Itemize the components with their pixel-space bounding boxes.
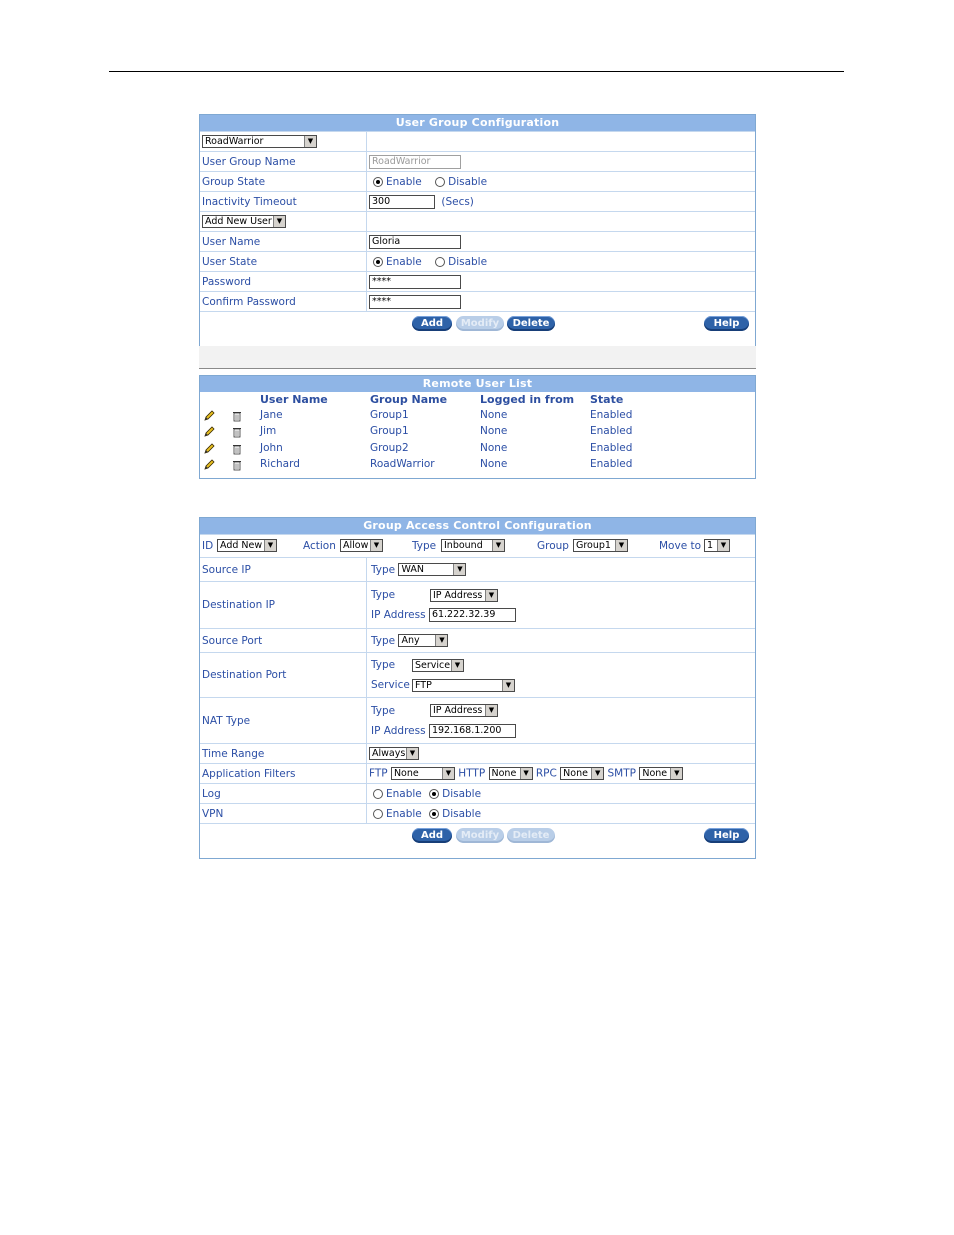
panel-title: Remote User List [200, 376, 755, 392]
panel-title: Group Access Control Configuration [200, 518, 755, 534]
rpc-label: RPC [535, 767, 557, 780]
help-button[interactable]: Help [704, 316, 749, 331]
chevron-down-icon: ▼ [264, 540, 276, 551]
dest-ip-label: Destination IP [200, 582, 367, 629]
time-range-label: Time Range [200, 744, 367, 764]
action-select[interactable]: Allow ▼ [340, 539, 383, 552]
dest-ip-address-input[interactable]: 61.222.32.39 [429, 608, 516, 622]
source-port-type-label: Type [371, 634, 396, 647]
user-state-disable-radio[interactable] [435, 257, 445, 267]
access-button-row [200, 823, 755, 852]
log-enable-label: Enable [386, 787, 422, 800]
user-state-enable-radio[interactable] [373, 257, 383, 267]
id-label: ID [202, 540, 214, 552]
vpn-disable-radio[interactable] [429, 809, 439, 819]
user-name-input[interactable]: Gloria [369, 235, 461, 249]
remote-user-list-panel [199, 375, 756, 479]
row-logged: None [480, 425, 508, 438]
row-user: Jane [260, 409, 283, 421]
row-state: Enabled [590, 457, 633, 470]
inactivity-unit: (Secs) [441, 195, 474, 208]
chevron-down-icon: ▼ [670, 768, 682, 779]
row-group: RoadWarrior [370, 457, 435, 470]
user-group-button-row [200, 311, 755, 342]
group-access-panel [199, 517, 756, 859]
chevron-down-icon: ▼ [453, 564, 465, 575]
log-disable-label: Disable [442, 787, 482, 800]
chevron-down-icon: ▼ [485, 590, 497, 601]
pencil-edit-icon[interactable] [203, 443, 215, 455]
trash-icon[interactable] [231, 410, 243, 422]
inactivity-input[interactable]: 300 [369, 195, 435, 209]
table-row [200, 424, 755, 440]
user-group-config-panel [199, 114, 756, 348]
dest-port-type-select[interactable]: Service ▼ [412, 659, 464, 672]
user-list-rows [200, 408, 755, 473]
user-select[interactable]: Add New User ▼ [202, 215, 286, 228]
chevron-down-icon: ▼ [304, 136, 316, 147]
row-user: John [260, 441, 283, 454]
chevron-down-icon: ▼ [520, 768, 532, 779]
group-state-enable-label: Enable [386, 175, 422, 188]
log-disable-radio[interactable] [429, 789, 439, 799]
vpn-enable-radio[interactable] [373, 809, 383, 819]
pencil-edit-icon[interactable] [203, 410, 215, 422]
user-group-form [200, 131, 755, 311]
service-label: Service [371, 679, 410, 691]
user-name-label: User Name [200, 232, 367, 252]
chevron-down-icon: ▼ [485, 705, 497, 716]
log-enable-radio[interactable] [373, 789, 383, 799]
access-form [200, 557, 755, 823]
group-name-label: User Group Name [200, 152, 367, 172]
col-user-name: User Name [260, 393, 328, 406]
row-user: Jim [260, 425, 277, 438]
dest-port-label: Destination Port [200, 653, 367, 698]
row-logged: None [480, 409, 508, 421]
nat-address-input[interactable]: 192.168.1.200 [429, 724, 516, 738]
log-label: Log [200, 784, 367, 804]
row-logged: None [480, 457, 508, 470]
panel-separator [199, 346, 756, 369]
confirm-password-input[interactable]: **** [369, 295, 461, 309]
group-state-disable-label: Disable [448, 175, 488, 188]
user-state-label: User State [200, 252, 367, 272]
trash-icon[interactable] [231, 443, 243, 455]
col-state: State [590, 393, 624, 406]
group-state-label: Group State [200, 172, 367, 192]
vpn-enable-label: Enable [386, 807, 422, 820]
smtp-label: SMTP [607, 767, 636, 780]
table-row [200, 441, 755, 457]
moveto-select[interactable]: 1 ▼ [704, 539, 730, 552]
pencil-edit-icon[interactable] [203, 426, 215, 438]
row-group: Group1 [370, 425, 409, 438]
nat-type-label: NAT Type [200, 698, 367, 744]
dest-port-type-label: Type [371, 659, 396, 671]
col-group-name: Group Name [370, 393, 448, 406]
row-group: Group1 [370, 409, 409, 421]
chevron-down-icon: ▼ [717, 540, 729, 551]
action-label: Action [303, 540, 336, 552]
chevron-down-icon: ▼ [615, 540, 627, 551]
trash-icon[interactable] [231, 459, 243, 471]
confirm-password-label: Confirm Password [200, 292, 367, 312]
list-header [200, 392, 755, 408]
smtp-select[interactable]: None ▼ [639, 767, 683, 780]
group-select[interactable]: RoadWarrior ▼ [202, 135, 317, 148]
dest-ip-type-label: Type [371, 589, 396, 601]
source-port-type-select[interactable]: Any ▼ [398, 634, 448, 647]
source-ip-type-select[interactable]: WAN ▼ [398, 563, 466, 576]
pencil-edit-icon[interactable] [203, 459, 215, 471]
password-label: Password [200, 272, 367, 292]
dest-ip-type-select[interactable]: IP Address ▼ [430, 589, 498, 602]
group-select[interactable]: Group1 ▼ [573, 539, 628, 552]
col-logged-in-from: Logged in from [480, 393, 575, 406]
row-group: Group2 [370, 441, 409, 454]
access-selector-bar [200, 534, 755, 557]
add-button[interactable]: Add [412, 828, 452, 843]
chevron-down-icon: ▼ [502, 680, 514, 691]
vpn-label: VPN [200, 804, 367, 824]
panel-title: User Group Configuration [200, 115, 755, 131]
rpc-select[interactable]: None ▼ [560, 767, 604, 780]
id-select[interactable]: Add New ▼ [217, 539, 277, 552]
moveto-label: Move to [659, 540, 702, 552]
group-label: Group [537, 540, 569, 552]
source-ip-label: Source IP [200, 558, 367, 582]
top-rule [109, 71, 844, 72]
nat-type-type-label: Type [371, 704, 396, 717]
chevron-down-icon: ▼ [273, 216, 285, 227]
chevron-down-icon: ▼ [370, 540, 382, 551]
type-select[interactable]: Inbound ▼ [441, 539, 505, 552]
http-label: HTTP [458, 767, 486, 780]
chevron-down-icon: ▼ [435, 635, 447, 646]
dest-ip-address-label: IP Address [371, 609, 426, 621]
table-row [200, 457, 755, 473]
row-logged: None [480, 441, 508, 454]
modify-button[interactable]: Modify [456, 316, 504, 331]
source-port-label: Source Port [200, 629, 367, 653]
delete-button[interactable]: Delete [507, 828, 555, 843]
group-name-input[interactable]: RoadWarrior [369, 155, 461, 169]
app-filters-label: Application Filters [200, 764, 367, 784]
help-button[interactable]: Help [704, 828, 749, 843]
chevron-down-icon: ▼ [451, 660, 463, 671]
http-select[interactable]: None ▼ [489, 767, 533, 780]
row-state: Enabled [590, 409, 633, 421]
trash-icon[interactable] [231, 426, 243, 438]
inactivity-label: Inactivity Timeout [200, 192, 367, 212]
chevron-down-icon: ▼ [492, 540, 504, 551]
row-state: Enabled [590, 441, 633, 454]
ftp-label: FTP [369, 767, 388, 780]
delete-button[interactable]: Delete [507, 316, 555, 331]
user-state-enable-label: Enable [386, 255, 422, 268]
ftp-select[interactable]: None ▼ [391, 767, 455, 780]
group-state-enable-radio[interactable] [373, 177, 383, 187]
add-button[interactable]: Add [412, 316, 452, 331]
chevron-down-icon: ▼ [406, 748, 418, 759]
row-state: Enabled [590, 425, 633, 438]
modify-button[interactable]: Modify [456, 828, 504, 843]
user-state-disable-label: Disable [448, 255, 488, 268]
table-row [200, 408, 755, 424]
type-label: Type [412, 540, 437, 552]
vpn-disable-label: Disable [442, 807, 482, 820]
time-range-select[interactable]: Always ▼ [369, 747, 419, 760]
dest-port-service-select[interactable]: FTP ▼ [412, 679, 515, 692]
row-user: Richard [260, 457, 300, 470]
nat-type-select[interactable]: IP Address ▼ [430, 704, 498, 717]
nat-address-label: IP Address [371, 724, 426, 737]
password-input[interactable]: **** [369, 275, 461, 289]
chevron-down-icon: ▼ [591, 768, 603, 779]
group-state-disable-radio[interactable] [435, 177, 445, 187]
source-ip-type-label: Type [371, 563, 396, 576]
chevron-down-icon: ▼ [442, 768, 454, 779]
